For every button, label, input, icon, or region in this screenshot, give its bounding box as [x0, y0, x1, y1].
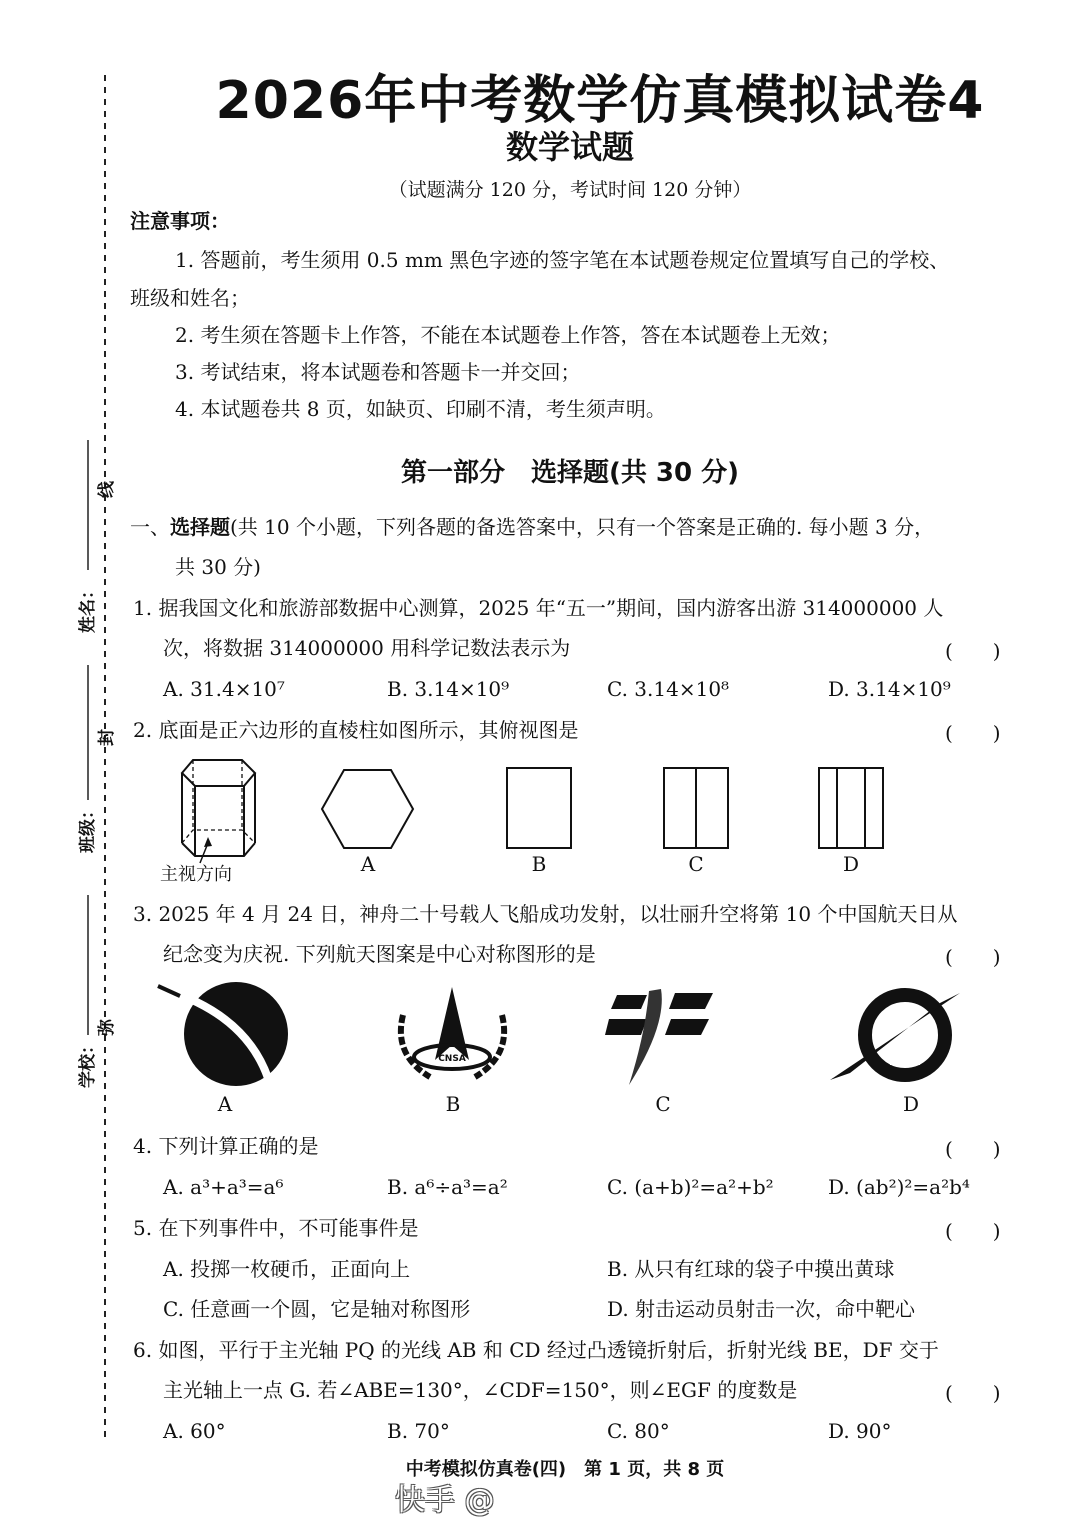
- q3-stem-line2: 纪念变为庆祝. 下列航天图案是中心对称图形的是: [163, 942, 596, 966]
- note-item: 4. 本试题卷共 8 页，如缺页、印刷不清，考生须声明。: [175, 397, 666, 421]
- section-title: 第一部分 选择题(共 30 分): [400, 458, 740, 488]
- q5-option-a: A. 投掷一枚硬币，正面向上: [163, 1257, 411, 1281]
- q6-answer-paren: ( ): [945, 1381, 1001, 1405]
- q3-label-a: A: [217, 1092, 233, 1116]
- margin-mark-line: 线: [97, 481, 117, 498]
- option-a-hexagon: [320, 768, 415, 850]
- section-intro-line2: 共 30 分): [175, 555, 261, 579]
- school-field-label: 学校：: [78, 1037, 98, 1088]
- q3-label-d: D: [902, 1092, 920, 1116]
- q2-answer-paren: ( ): [945, 721, 1001, 745]
- q6-stem-line1: 6. 如图，平行于主光轴 PQ 的光线 AB 和 CD 经过凸透镜折射后，折射光线 BE，DF 交于: [133, 1338, 939, 1362]
- option-c-rectangle-split: [662, 766, 730, 850]
- notes-heading: 注意事项：: [130, 209, 230, 233]
- note-item: 1. 答题前，考生须用 0.5 mm 黑色字迹的签字笔在本试题卷规定位置填写自己的学校、: [175, 248, 950, 272]
- watermark: 快手 @: [395, 1483, 495, 1518]
- q1-option-b: B. 3.14×10⁹: [387, 677, 510, 701]
- option-b-rectangle: [505, 766, 573, 850]
- q4-option-b: B. a⁶÷a³=a²: [387, 1175, 508, 1199]
- logo-a-planet: [150, 978, 300, 1088]
- margin-mark-bind: 弥: [97, 1019, 117, 1036]
- section-intro-prefix: 一、: [130, 515, 170, 539]
- q1-option-c: C. 3.14×10⁸: [607, 677, 730, 701]
- q5-option-c: C. 任意画一个圆，它是轴对称图形: [163, 1297, 471, 1321]
- q6-option-b: B. 70°: [387, 1419, 450, 1443]
- q4-option-c: C. (a+b)²=a²+b²: [607, 1175, 774, 1199]
- q2-label-b: B: [531, 852, 547, 876]
- margin-mark-seal: 封: [97, 729, 117, 746]
- exam-subtitle: 数学试题: [505, 128, 634, 166]
- logo-b-cnsa: [385, 985, 520, 1090]
- name-field-label: 姓名：: [78, 582, 98, 633]
- q3-stem-line1: 3. 2025 年 4 月 24 日，神舟二十号载人飞船成功发射，以壮丽升空将第 10 个中国航天日从: [133, 902, 958, 926]
- q3-answer-paren: ( ): [945, 945, 1001, 969]
- q1-answer-paren: ( ): [945, 639, 1001, 663]
- logo-d-orbit: [830, 985, 970, 1090]
- note-item: 3. 考试结束，将本试题卷和答题卡一并交回；: [175, 360, 581, 384]
- exam-title: 2026年中考数学仿真模拟试卷4: [215, 71, 985, 131]
- q6-option-d: D. 90°: [828, 1419, 892, 1443]
- q5-stem: 5. 在下列事件中，不可能事件是: [133, 1216, 419, 1240]
- q3-label-b: B: [445, 1092, 461, 1116]
- section-intro-bold: 选择题: [170, 515, 230, 539]
- q2-label-c: C: [688, 852, 704, 876]
- section-intro-text: (共 10 个小题，下列各题的备选答案中，只有一个答案是正确的. 每小题 3 分，: [230, 515, 935, 539]
- q2-view-caption: 主视方向: [160, 864, 232, 885]
- q4-answer-paren: ( ): [945, 1137, 1001, 1161]
- note-item: 班级和姓名；: [130, 286, 250, 310]
- q1-option-d: D. 3.14×10⁹: [828, 677, 951, 701]
- cnsa-logo-text: CNSA: [438, 1054, 466, 1064]
- option-d-rectangle-three: [817, 766, 885, 850]
- q5-answer-paren: ( ): [945, 1219, 1001, 1243]
- note-item: 2. 考生须在答题卡上作答，不能在本试题卷上作答，答在本试题卷上无效；: [175, 323, 841, 347]
- q2-label-d: D: [842, 852, 860, 876]
- q4-option-d: D. (ab²)²=a²b⁴: [828, 1175, 970, 1199]
- q1-stem-line2: 次，将数据 314000000 用科学记数法表示为: [163, 636, 571, 660]
- q3-label-c: C: [655, 1092, 671, 1116]
- exam-info: （试题满分 120 分，考试时间 120 分钟）: [388, 179, 752, 201]
- binding-margin: [0, 0, 130, 1528]
- page-footer: 中考模拟仿真卷(四) 第 1 页，共 8 页: [405, 1459, 725, 1480]
- section-intro: [130, 514, 934, 540]
- q6-stem-line2: 主光轴上一点 G. 若∠ABE=130°，∠CDF=150°，则∠EGF 的度数是: [163, 1378, 798, 1402]
- q4-stem: 4. 下列计算正确的是: [133, 1134, 319, 1158]
- q6-option-c: C. 80°: [607, 1419, 670, 1443]
- q6-option-a: A. 60°: [163, 1419, 226, 1443]
- hexagonal-prism-figure: [160, 755, 270, 865]
- q5-option-d: D. 射击运动员射击一次，命中靶心: [607, 1297, 916, 1321]
- q5-option-b: B. 从只有红球的袋子中摸出黄球: [607, 1257, 895, 1281]
- q4-option-a: A. a³+a³=a⁶: [163, 1175, 284, 1199]
- logo-c-rocket: [605, 985, 720, 1090]
- q1-option-a: A. 31.4×10⁷: [163, 677, 285, 701]
- q1-stem-line1: 1. 据我国文化和旅游部数据中心测算，2025 年“五一”期间，国内游客出游 314000000 人: [133, 596, 944, 620]
- class-field-label: 班级：: [78, 802, 98, 853]
- q2-stem: 2. 底面是正六边形的直棱柱如图所示，其俯视图是: [133, 718, 579, 742]
- q2-label-a: A: [360, 852, 376, 876]
